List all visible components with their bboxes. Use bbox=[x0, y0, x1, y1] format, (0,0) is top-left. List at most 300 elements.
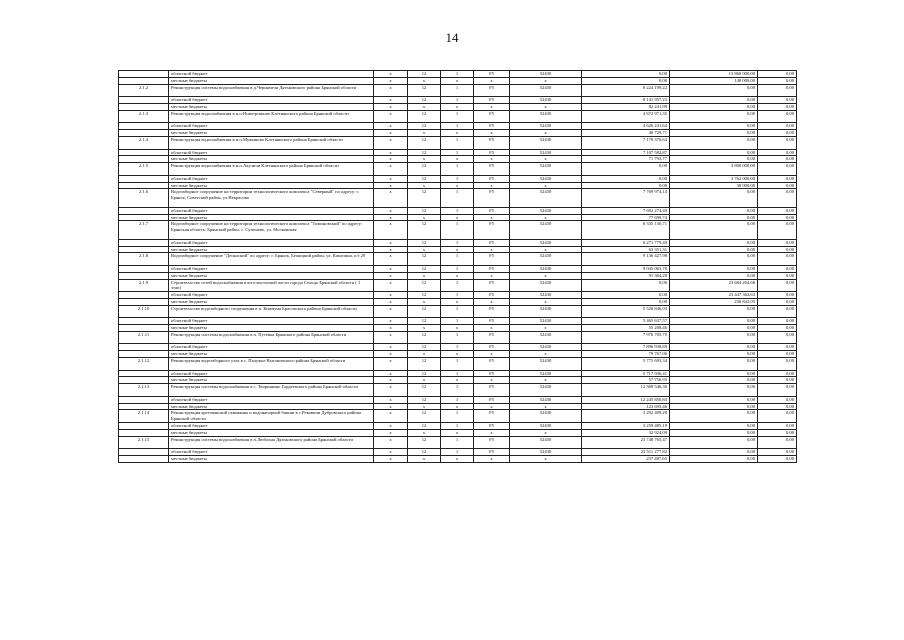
amount-cell: 0,00 bbox=[758, 182, 797, 189]
code-cell: F5 bbox=[474, 136, 510, 149]
row-number bbox=[119, 207, 169, 214]
item-name: местные бюджеты bbox=[169, 246, 374, 253]
code-cell: x bbox=[474, 214, 510, 221]
code-cell: x bbox=[374, 189, 408, 207]
item-name: областной бюджет bbox=[169, 149, 374, 156]
row-number bbox=[119, 239, 169, 246]
code-cell: 52430 bbox=[510, 318, 582, 325]
item-name: местные бюджеты bbox=[169, 214, 374, 221]
code-cell: x bbox=[510, 182, 582, 189]
code-cell: x bbox=[374, 272, 408, 279]
amount-cell: 0,00 bbox=[670, 325, 758, 332]
code-cell: 1 bbox=[441, 370, 474, 377]
table-row-source bbox=[119, 318, 797, 325]
code-cell: 1 bbox=[441, 423, 474, 430]
row-number bbox=[119, 265, 169, 272]
code-cell: 52430 bbox=[510, 97, 582, 104]
row-number bbox=[119, 175, 169, 182]
code-cell: 1 bbox=[441, 265, 474, 272]
code-cell: F5 bbox=[474, 110, 510, 123]
item-name: областной бюджет bbox=[169, 292, 374, 299]
code-cell: x bbox=[408, 325, 441, 332]
item-name: местные бюджеты bbox=[169, 325, 374, 332]
item-name: Реконструкция водоснабжения в н.п.Мужиново Клетнянского района Брянской области bbox=[169, 136, 374, 149]
item-name: областной бюджет bbox=[169, 396, 374, 403]
row-number: 2.1.6 bbox=[119, 189, 169, 207]
table-row-item bbox=[119, 110, 797, 123]
table-row-source bbox=[119, 239, 797, 246]
code-cell: x bbox=[374, 436, 408, 449]
amount-cell: 0,00 bbox=[758, 272, 797, 279]
row-number bbox=[119, 456, 169, 463]
code-cell: F5 bbox=[474, 396, 510, 403]
code-cell: 12 bbox=[408, 396, 441, 403]
code-cell: 52430 bbox=[510, 305, 582, 318]
amount-cell: 23 447 362,63 bbox=[670, 292, 758, 299]
code-cell: x bbox=[408, 77, 441, 84]
code-cell: x bbox=[408, 403, 441, 410]
amount-cell: 5 520 846,03 bbox=[582, 305, 670, 318]
row-number: 2.1.3 bbox=[119, 110, 169, 123]
row-number: 2.1.2 bbox=[119, 84, 169, 97]
row-number bbox=[119, 71, 169, 78]
amount-cell: 77 699,74 bbox=[582, 214, 670, 221]
amount-cell: 0,00 bbox=[670, 449, 758, 456]
code-cell: x bbox=[510, 325, 582, 332]
amount-cell: 12 245 850,84 bbox=[582, 396, 670, 403]
row-number bbox=[119, 182, 169, 189]
table-row-item bbox=[119, 136, 797, 149]
row-number bbox=[119, 246, 169, 253]
row-number bbox=[119, 130, 169, 137]
code-cell: 12 bbox=[408, 123, 441, 130]
code-cell: 1 bbox=[441, 84, 474, 97]
amount-cell: 0,00 bbox=[670, 272, 758, 279]
table-row-source bbox=[119, 423, 797, 430]
code-cell: F5 bbox=[474, 221, 510, 239]
row-number: 2.1.5 bbox=[119, 163, 169, 176]
code-cell: x bbox=[441, 325, 474, 332]
code-cell: 1 bbox=[441, 279, 474, 292]
table-row-source bbox=[119, 272, 797, 279]
code-cell: F5 bbox=[474, 71, 510, 78]
code-cell: x bbox=[374, 279, 408, 292]
code-cell: x bbox=[408, 130, 441, 137]
table-row-source bbox=[119, 77, 797, 84]
code-cell: x bbox=[374, 331, 408, 344]
amount-cell: 237 487,65 bbox=[582, 456, 670, 463]
code-cell: x bbox=[374, 396, 408, 403]
code-cell: x bbox=[408, 456, 441, 463]
item-name: местные бюджеты bbox=[169, 77, 374, 84]
code-cell: 1 bbox=[441, 344, 474, 351]
item-name: областной бюджет bbox=[169, 344, 374, 351]
code-cell: 52430 bbox=[510, 163, 582, 176]
code-cell: 1 bbox=[441, 318, 474, 325]
item-name: областной бюджет bbox=[169, 370, 374, 377]
code-cell: x bbox=[374, 384, 408, 397]
code-cell: x bbox=[441, 130, 474, 137]
amount-cell: 0,00 bbox=[670, 403, 758, 410]
amount-cell: 0,00 bbox=[758, 358, 797, 371]
row-number bbox=[119, 377, 169, 384]
code-cell: x bbox=[441, 403, 474, 410]
code-cell: x bbox=[374, 403, 408, 410]
amount-cell: 23 511 277,82 bbox=[582, 449, 670, 456]
code-cell: F5 bbox=[474, 253, 510, 266]
code-cell: x bbox=[441, 377, 474, 384]
code-cell: 1 bbox=[441, 97, 474, 104]
amount-cell: 0,00 bbox=[758, 423, 797, 430]
row-number bbox=[119, 429, 169, 436]
code-cell: x bbox=[510, 246, 582, 253]
amount-cell: 4 672 971,35 bbox=[582, 110, 670, 123]
amount-cell: 23 684 204,68 bbox=[670, 279, 758, 292]
code-cell: x bbox=[510, 456, 582, 463]
item-name: областной бюджет bbox=[169, 449, 374, 456]
amount-cell: 0,00 bbox=[670, 370, 758, 377]
amount-cell: 7 692 274,40 bbox=[582, 207, 670, 214]
code-cell: F5 bbox=[474, 163, 510, 176]
code-cell: 1 bbox=[441, 253, 474, 266]
item-name: Водозаборное сооружение на территории технологического комплекса "Тимоновский" по адресу: Брянская область, Брянский район, с. Супонево, ул. Московская bbox=[169, 221, 374, 239]
code-cell: x bbox=[374, 456, 408, 463]
amount-cell: 46 729,71 bbox=[582, 130, 670, 137]
code-cell: 1 bbox=[441, 207, 474, 214]
code-cell: 12 bbox=[408, 423, 441, 430]
code-cell: 1 bbox=[441, 189, 474, 207]
amount-cell: 0,00 bbox=[758, 384, 797, 397]
table-row-item bbox=[119, 358, 797, 371]
item-name: Реконструкция системы водоснабжения в с. Творишино Гордеевского района Брянской области bbox=[169, 384, 374, 397]
code-cell: 1 bbox=[441, 436, 474, 449]
code-cell: F5 bbox=[474, 123, 510, 130]
code-cell: 1 bbox=[441, 110, 474, 123]
item-name: Реконструкция водоснабжения в н.п.Новотромаше Клетнянского района Брянской области bbox=[169, 110, 374, 123]
code-cell: x bbox=[441, 272, 474, 279]
amount-cell: 7 896 938,69 bbox=[582, 344, 670, 351]
code-cell: F5 bbox=[474, 97, 510, 104]
table-row-item bbox=[119, 384, 797, 397]
amount-cell: 55 208,46 bbox=[582, 325, 670, 332]
amount-cell: 13 860 000,00 bbox=[670, 71, 758, 78]
code-cell: 52430 bbox=[510, 110, 582, 123]
amount-cell: 3 762 000,00 bbox=[670, 175, 758, 182]
table-row-item bbox=[119, 305, 797, 318]
code-cell: x bbox=[374, 130, 408, 137]
code-cell: 52430 bbox=[510, 370, 582, 377]
amount-cell: 5 775 693,34 bbox=[582, 358, 670, 371]
code-cell: x bbox=[408, 351, 441, 358]
code-cell: 1 bbox=[441, 331, 474, 344]
table-row-item bbox=[119, 331, 797, 344]
amount-cell: 0,00 bbox=[758, 163, 797, 176]
item-name: Реконструкция артезианской скважины и водонапорной башни в с.Рековичи Дубровского района Брянской области bbox=[169, 410, 374, 423]
amount-cell: 0,00 bbox=[758, 344, 797, 351]
amount-cell: 0,00 bbox=[758, 298, 797, 305]
item-name: Реконструкция системы водоснабжения в д.Чернятичи Дятьковского района Брянской области bbox=[169, 84, 374, 97]
row-number bbox=[119, 97, 169, 104]
amount-cell: 0,00 bbox=[670, 103, 758, 110]
amount-cell: 5 717 936,41 bbox=[582, 370, 670, 377]
code-cell: 52430 bbox=[510, 331, 582, 344]
row-number bbox=[119, 325, 169, 332]
code-cell: 1 bbox=[441, 449, 474, 456]
amount-cell: 0,00 bbox=[582, 279, 670, 292]
code-cell: 12 bbox=[408, 305, 441, 318]
code-cell: 1 bbox=[441, 163, 474, 176]
amount-cell: 0,00 bbox=[670, 436, 758, 449]
amount-cell: 0,00 bbox=[758, 103, 797, 110]
code-cell: F5 bbox=[474, 239, 510, 246]
code-cell: 1 bbox=[441, 396, 474, 403]
code-cell: x bbox=[408, 429, 441, 436]
amount-cell: 0,00 bbox=[758, 84, 797, 97]
code-cell: x bbox=[441, 429, 474, 436]
code-cell: x bbox=[510, 298, 582, 305]
amount-cell: 0,00 bbox=[758, 265, 797, 272]
amount-cell: 8 141 957,23 bbox=[582, 97, 670, 104]
amount-cell: 123 695,46 bbox=[582, 403, 670, 410]
table-row-source bbox=[119, 130, 797, 137]
amount-cell: 0,00 bbox=[670, 189, 758, 207]
amount-cell: 0,00 bbox=[758, 279, 797, 292]
code-cell: x bbox=[374, 429, 408, 436]
code-cell: F5 bbox=[474, 149, 510, 156]
amount-cell: 0,00 bbox=[758, 410, 797, 423]
code-cell: x bbox=[510, 130, 582, 137]
code-cell: x bbox=[374, 246, 408, 253]
amount-cell: 3 259 485,19 bbox=[582, 423, 670, 430]
code-cell: F5 bbox=[474, 344, 510, 351]
item-name: местные бюджеты bbox=[169, 456, 374, 463]
amount-cell: 0,00 bbox=[670, 239, 758, 246]
code-cell: 52430 bbox=[510, 423, 582, 430]
amount-cell: 0,00 bbox=[758, 110, 797, 123]
row-number bbox=[119, 292, 169, 299]
table-row-item bbox=[119, 279, 797, 292]
item-name: Реконструкция водоснабжения в н.п.Акуличи Клетнянского района Брянской области bbox=[169, 163, 374, 176]
code-cell: x bbox=[474, 429, 510, 436]
code-cell: 12 bbox=[408, 331, 441, 344]
code-cell: 52430 bbox=[510, 123, 582, 130]
amount-cell: 9 136 427,98 bbox=[582, 253, 670, 266]
amount-cell: 38 000,00 bbox=[670, 182, 758, 189]
code-cell: 1 bbox=[441, 149, 474, 156]
amount-cell: 0,00 bbox=[758, 71, 797, 78]
row-number bbox=[119, 423, 169, 430]
code-cell: x bbox=[441, 182, 474, 189]
code-cell: x bbox=[474, 103, 510, 110]
code-cell: x bbox=[474, 298, 510, 305]
code-cell: x bbox=[474, 246, 510, 253]
code-cell: x bbox=[374, 182, 408, 189]
code-cell: 52430 bbox=[510, 136, 582, 149]
table-row-source bbox=[119, 265, 797, 272]
amount-cell: 0,00 bbox=[670, 156, 758, 163]
amount-cell: 0,00 bbox=[670, 429, 758, 436]
code-cell: x bbox=[441, 103, 474, 110]
code-cell: 1 bbox=[441, 239, 474, 246]
row-number bbox=[119, 77, 169, 84]
code-cell: 12 bbox=[408, 110, 441, 123]
amount-cell: 0,00 bbox=[758, 207, 797, 214]
row-number: 2.1.9 bbox=[119, 279, 169, 292]
row-number: 2.1.8 bbox=[119, 253, 169, 266]
table-row-item bbox=[119, 84, 797, 97]
code-cell: 12 bbox=[408, 344, 441, 351]
code-cell: 52430 bbox=[510, 175, 582, 182]
amount-cell: 0,00 bbox=[670, 221, 758, 239]
code-cell: 12 bbox=[408, 370, 441, 377]
amount-cell: 0,00 bbox=[758, 149, 797, 156]
code-cell: 52430 bbox=[510, 189, 582, 207]
code-cell: 52430 bbox=[510, 396, 582, 403]
amount-cell: 0,00 bbox=[670, 253, 758, 266]
amount-cell: 0,00 bbox=[758, 403, 797, 410]
code-cell: x bbox=[441, 351, 474, 358]
amount-cell: 0,00 bbox=[758, 175, 797, 182]
code-cell: 12 bbox=[408, 318, 441, 325]
amount-cell: 7 179 376,64 bbox=[582, 136, 670, 149]
code-cell: F5 bbox=[474, 436, 510, 449]
code-cell: x bbox=[474, 325, 510, 332]
row-number bbox=[119, 344, 169, 351]
code-cell: x bbox=[374, 110, 408, 123]
amount-cell: 0,00 bbox=[758, 246, 797, 253]
amount-cell: 0,00 bbox=[758, 214, 797, 221]
code-cell: 1 bbox=[441, 123, 474, 130]
table-row-source bbox=[119, 449, 797, 456]
amount-cell: 6 271 779,40 bbox=[582, 239, 670, 246]
amount-cell: 12 369 546,30 bbox=[582, 384, 670, 397]
code-cell: 1 bbox=[441, 384, 474, 397]
amount-cell: 0,00 bbox=[670, 410, 758, 423]
code-cell: 12 bbox=[408, 265, 441, 272]
amount-cell: 0,00 bbox=[670, 246, 758, 253]
table-row-source bbox=[119, 456, 797, 463]
item-name: Реконструкция системы водоснабжения в п.Любохна Дятьковского района Брянской области bbox=[169, 436, 374, 449]
amount-cell: 0,00 bbox=[670, 318, 758, 325]
table-row-source bbox=[119, 344, 797, 351]
amount-cell: 0,00 bbox=[670, 97, 758, 104]
code-cell: x bbox=[474, 182, 510, 189]
amount-cell: 0,00 bbox=[582, 292, 670, 299]
row-number bbox=[119, 156, 169, 163]
code-cell: 12 bbox=[408, 84, 441, 97]
code-cell: x bbox=[374, 97, 408, 104]
code-cell: 52430 bbox=[510, 239, 582, 246]
code-cell: 12 bbox=[408, 71, 441, 78]
table-row-source bbox=[119, 403, 797, 410]
amount-cell: 0,00 bbox=[582, 175, 670, 182]
table-row-source bbox=[119, 182, 797, 189]
code-cell: x bbox=[374, 292, 408, 299]
table-row-source bbox=[119, 396, 797, 403]
code-cell: F5 bbox=[474, 449, 510, 456]
code-cell: 12 bbox=[408, 189, 441, 207]
code-cell: 52430 bbox=[510, 279, 582, 292]
amount-cell: 0,00 bbox=[670, 123, 758, 130]
code-cell: x bbox=[374, 325, 408, 332]
code-cell: 12 bbox=[408, 449, 441, 456]
amount-cell: 0,00 bbox=[670, 207, 758, 214]
row-number bbox=[119, 272, 169, 279]
item-name: местные бюджеты bbox=[169, 377, 374, 384]
code-cell: 12 bbox=[408, 358, 441, 371]
code-cell: x bbox=[408, 272, 441, 279]
code-cell: x bbox=[510, 403, 582, 410]
code-cell: x bbox=[441, 214, 474, 221]
amount-cell: 0,00 bbox=[670, 305, 758, 318]
code-cell: 52430 bbox=[510, 71, 582, 78]
code-cell: x bbox=[374, 370, 408, 377]
code-cell: x bbox=[374, 377, 408, 384]
amount-cell: 0,00 bbox=[758, 189, 797, 207]
table-row-item bbox=[119, 410, 797, 423]
code-cell: x bbox=[374, 344, 408, 351]
amount-cell: 0,00 bbox=[758, 77, 797, 84]
code-cell: 1 bbox=[441, 292, 474, 299]
amount-cell: 0,00 bbox=[758, 377, 797, 384]
amount-cell: 0,00 bbox=[670, 344, 758, 351]
code-cell: 52430 bbox=[510, 84, 582, 97]
code-cell: x bbox=[408, 103, 441, 110]
amount-cell: 7 976 705,75 bbox=[582, 331, 670, 344]
code-cell: x bbox=[474, 77, 510, 84]
code-cell: 12 bbox=[408, 410, 441, 423]
amount-cell: 0,00 bbox=[758, 436, 797, 449]
code-cell: 52430 bbox=[510, 207, 582, 214]
table-row-source bbox=[119, 292, 797, 299]
amount-cell: 0,00 bbox=[758, 130, 797, 137]
code-cell: F5 bbox=[474, 279, 510, 292]
item-name: местные бюджеты bbox=[169, 130, 374, 137]
code-cell: x bbox=[408, 214, 441, 221]
code-cell: F5 bbox=[474, 175, 510, 182]
code-cell: F5 bbox=[474, 292, 510, 299]
code-cell: x bbox=[374, 175, 408, 182]
table-row-source bbox=[119, 325, 797, 332]
code-cell: x bbox=[374, 358, 408, 371]
code-cell: x bbox=[374, 423, 408, 430]
code-cell: x bbox=[441, 246, 474, 253]
code-cell: x bbox=[374, 253, 408, 266]
code-cell: 52430 bbox=[510, 449, 582, 456]
code-cell: x bbox=[510, 272, 582, 279]
item-name: местные бюджеты bbox=[169, 182, 374, 189]
item-name: областной бюджет bbox=[169, 239, 374, 246]
amount-cell: 0,00 bbox=[670, 130, 758, 137]
amount-cell: 0,00 bbox=[582, 163, 670, 176]
item-name: местные бюджеты bbox=[169, 103, 374, 110]
item-name: областной бюджет bbox=[169, 123, 374, 130]
amount-cell: 0,00 bbox=[758, 318, 797, 325]
code-cell: x bbox=[510, 103, 582, 110]
code-cell: x bbox=[374, 221, 408, 239]
amount-cell: 0,00 bbox=[670, 110, 758, 123]
row-number bbox=[119, 298, 169, 305]
amount-cell: 0,00 bbox=[670, 396, 758, 403]
amount-cell: 0,00 bbox=[758, 449, 797, 456]
amount-cell: 0,00 bbox=[670, 84, 758, 97]
table-row-item bbox=[119, 436, 797, 449]
item-name: Реконструкция водозаборного узла в с. Палужье Выгоничского района Брянской области bbox=[169, 358, 374, 371]
item-name: областной бюджет bbox=[169, 71, 374, 78]
item-name: областной бюджет bbox=[169, 265, 374, 272]
code-cell: x bbox=[374, 265, 408, 272]
code-cell: F5 bbox=[474, 384, 510, 397]
